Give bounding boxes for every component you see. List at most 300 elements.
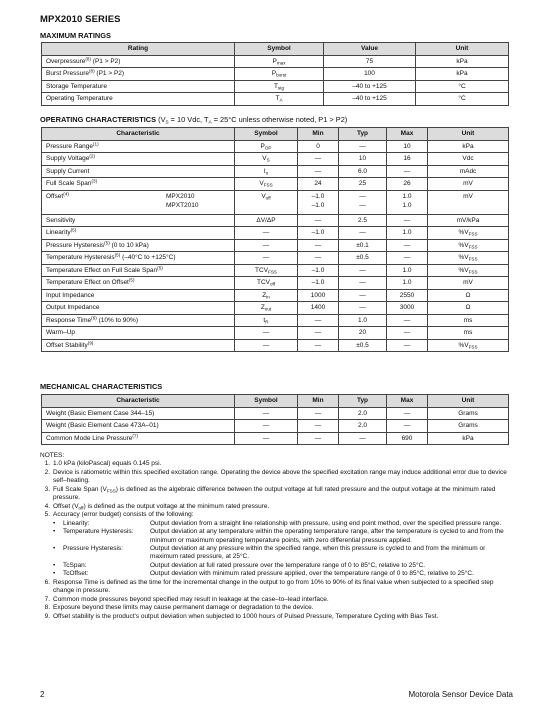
col-header: Rating (42, 43, 235, 56)
cell-typ: ±0.5 (339, 252, 387, 265)
label-text: Pressure Range (46, 142, 93, 150)
cell-characteristic (42, 420, 235, 433)
cell-unit (428, 277, 509, 290)
cell-symbol-text: t (263, 316, 266, 324)
cell-max: — (387, 327, 428, 340)
cell-unit (428, 327, 509, 340)
cell-symbol-text: — (262, 254, 270, 261)
cond-text: (V (156, 115, 166, 124)
cell-symbol-text: — (262, 229, 270, 236)
table-row (42, 252, 509, 265)
cell-unit (428, 289, 509, 302)
cell-characteristic (42, 302, 235, 315)
cell-min: — (298, 252, 339, 265)
cell-symbol-text: — (262, 409, 270, 417)
bullet-icon: • (53, 561, 56, 569)
cell-symbol (235, 264, 298, 277)
cell-typ: 10 (339, 153, 387, 166)
note-ref: (3) (91, 178, 98, 184)
cell-characteristic (42, 80, 235, 93)
table-row (42, 165, 509, 178)
note-text: Offset stability is the product's output deviation when subjected to 1000 hours of Pulsed Pressure, Temperature Cycling with Bias Test. (53, 612, 439, 620)
op-chars-table (41, 127, 509, 352)
cell-symbol (235, 327, 298, 340)
label-text: Offset (46, 192, 64, 200)
cell-unit: mV (428, 190, 509, 214)
cell-unit-text: mV (463, 279, 473, 286)
model-name: MPXT2010 (166, 201, 199, 209)
cell-max: 1.0 (387, 277, 428, 290)
note-ref: (7) (132, 432, 138, 438)
cell-unit-text: %V (458, 241, 469, 249)
col-header: Min (298, 128, 339, 141)
cell-unit-sub: FSS (468, 268, 478, 274)
notes-header: NOTES: (40, 452, 65, 459)
cell-min-value: –1.0 (311, 201, 325, 209)
cell-unit-sub: FSS (468, 256, 478, 262)
mech-chars-title: MECHANICAL CHARACTERISTICS (40, 382, 163, 391)
cell-symbol (235, 289, 298, 302)
cell-symbol-sub: S (266, 157, 270, 163)
bullet-icon: • (53, 570, 56, 578)
bullet-item (53, 520, 510, 528)
cell-unit-text: mV/kPa (456, 216, 480, 224)
note-ref: (5) (114, 252, 121, 258)
cell-characteristic (42, 289, 235, 302)
bullet-item (53, 570, 510, 578)
cell-unit (428, 432, 509, 445)
label-condition: (10% to 90%) (96, 316, 138, 324)
cell-symbol-text: Z (262, 291, 267, 299)
label-text: Operating Temperature (46, 95, 113, 102)
table-row (42, 214, 509, 227)
op-chars-conditions (156, 115, 347, 124)
cell-min: — (298, 214, 339, 227)
col-header: Characteristic (42, 395, 235, 408)
cell-unit (428, 178, 509, 191)
offset-models (166, 192, 199, 210)
cell-unit-text: Grams (458, 409, 478, 417)
cell-symbol-text: TCV (255, 266, 269, 274)
cell-max: — (387, 339, 428, 352)
cell-characteristic (42, 432, 235, 445)
cell-characteristic (42, 264, 235, 277)
cell-symbol (235, 178, 298, 191)
cell-unit-text: mAdc (459, 167, 477, 175)
cell-min: –1.0 (298, 277, 339, 290)
cell-symbol-text: — (262, 422, 270, 429)
table-row (42, 80, 509, 93)
note-text: Accuracy (error budget) consists of the following: (53, 511, 194, 519)
note-text: 1.0 kPa (kiloPascal) equals 0.145 psi. (53, 460, 162, 468)
cell-unit-text: %V (458, 266, 469, 274)
bullet-item (53, 528, 510, 545)
cell-symbol-text: I (263, 167, 266, 175)
cell-max: — (387, 214, 428, 227)
cell-typ (339, 190, 387, 214)
table-row (42, 239, 509, 252)
note-7: 7. Common mode pressures beyond specified may result in leakage at the case–to–lead interface. (40, 596, 510, 604)
cell-max: 16 (387, 153, 428, 166)
note-ref: (8) (85, 55, 91, 61)
label-text: Supply Voltage (46, 155, 90, 162)
bullet-desc: Output deviation at full rated pressure over the temperature range of 0 to 85°C, relative to 25°C. (150, 561, 426, 569)
cell-symbol-text: P (271, 70, 277, 77)
cell-unit (428, 140, 509, 153)
cell-typ: — (339, 140, 387, 153)
cell-typ: 2.0 (339, 420, 387, 433)
table-row (42, 277, 509, 290)
cell-min (298, 190, 339, 214)
cell-unit-text: %V (458, 341, 469, 349)
cell-symbol-text: ΔV/ΔP (256, 216, 276, 224)
note-ref: (5) (104, 239, 110, 245)
cell-symbol (235, 407, 298, 420)
cell-max: 10 (387, 140, 428, 153)
cell-symbol (235, 432, 298, 445)
bullet-term: Pressure Hysteresis: (63, 544, 123, 552)
cell-characteristic (42, 178, 235, 191)
cell-unit (428, 420, 509, 433)
label-condition: (P1 > P2) (91, 57, 121, 65)
cell-symbol-text: — (262, 341, 270, 349)
cell-characteristic (42, 252, 235, 265)
bullet-icon: • (53, 544, 56, 552)
cell-characteristic (42, 407, 235, 420)
cell-max: 3000 (387, 302, 428, 315)
cell-value: –40 to +125 (324, 80, 416, 93)
cell-symbol-text: P (272, 57, 277, 65)
col-header: Min (298, 395, 339, 408)
note-1: 1. 1.0 kPa (kiloPascal) equals 0.145 psi. (40, 460, 510, 468)
cell-min: –1.0 (298, 227, 339, 240)
note-5: 5. Accuracy (error budget) consists of the following: (40, 511, 510, 519)
cell-characteristic (42, 93, 235, 106)
cell-typ: 20 (339, 327, 387, 340)
cell-unit-text: %V (458, 254, 469, 261)
cell-unit (428, 252, 509, 265)
offset-label (46, 192, 166, 210)
note-6: 6. Response Time is defined as the time for the incremental change in the output to go from 10% to 90% of its final value when subjected to a specified step change in pressure. (40, 579, 510, 596)
cell-symbol-sub: off (269, 281, 276, 287)
bullet-desc: Output deviation from a straight line relationship with pressure, using end point method, over the specified pressure range. (150, 519, 502, 527)
bullet-item (53, 545, 510, 562)
mech-chars-body (42, 407, 509, 445)
cell-characteristic (42, 190, 235, 214)
cell-symbol-sub: o (265, 169, 269, 175)
cell-unit-sub: FSS (468, 243, 478, 249)
note-4: 4. Offset $(V_{off})$ is defined as the output voltage at the minimum rated pressure. (40, 503, 510, 511)
col-header: Symbol (235, 43, 324, 56)
cell-max: 2550 (387, 289, 428, 302)
cell-typ: 1.0 (339, 314, 387, 327)
cell-unit: °C (416, 80, 509, 93)
cell-unit (428, 339, 509, 352)
cell-symbol-text: TCV (256, 279, 270, 286)
label-text: Sensitivity (46, 216, 76, 224)
cell-symbol (235, 227, 298, 240)
cell-symbol (235, 153, 298, 166)
cell-unit-text: kPa (462, 142, 474, 150)
cell-symbol (235, 302, 298, 315)
table-row (42, 153, 509, 166)
cell-symbol (235, 314, 298, 327)
col-header: Unit (416, 43, 509, 56)
cell-max: — (387, 239, 428, 252)
cell-characteristic (42, 277, 235, 290)
col-header: Characteristic (42, 128, 235, 141)
cell-min: 1400 (298, 302, 339, 315)
cell-symbol (235, 252, 298, 265)
cell-symbol-text: T (275, 95, 280, 102)
cell-unit-text: Grams (458, 422, 478, 429)
cell-unit (428, 314, 509, 327)
cell-symbol (235, 68, 324, 81)
note-ref: (5) (128, 277, 135, 283)
table-row-offset (42, 190, 509, 214)
col-header: Symbol (235, 128, 298, 141)
cell-typ: 2.5 (339, 214, 387, 227)
note-3: 3. Full Scale Span $(V_{FSS})$ is defined as the algebraic difference between the output voltage at full rated pressure and the output voltage at the minimum rated pressure. (40, 486, 510, 503)
cell-symbol-sub: R (265, 318, 269, 324)
table-row (42, 407, 509, 420)
table-header-row (42, 43, 509, 56)
note-ref: (5) (157, 264, 163, 270)
cell-symbol-sub: stg (277, 84, 285, 90)
cell-unit (428, 214, 509, 227)
cell-unit: kPa (416, 55, 509, 68)
table-row (42, 302, 509, 315)
offset-label-wrap (46, 192, 231, 210)
cell-unit (428, 264, 509, 277)
table-row (42, 420, 509, 433)
max-ratings-title: MAXIMUM RATINGS (40, 31, 111, 40)
cond-sub: A (208, 119, 212, 125)
footer-publication: Motorola Sensor Device Data (408, 690, 513, 699)
series-title: MPX2010 SERIES (40, 14, 121, 25)
label-text: Common Mode Line Pressure (46, 434, 133, 442)
cell-symbol (235, 140, 298, 153)
cell-unit-text: %V (458, 229, 469, 236)
cell-characteristic (42, 165, 235, 178)
cell-unit (428, 239, 509, 252)
cell-min-value: –1.0 (311, 192, 325, 200)
bullet-desc: Output deviation with minimum rated pressure applied, over the temperature range of 0 to 85°C, relative to 25°C. (150, 570, 474, 578)
cell-value: 100 (324, 68, 416, 81)
cell-symbol (235, 93, 324, 106)
cell-symbol (235, 420, 298, 433)
note-8: 8. Exposure beyond these limits may cause permanent damage or degradation to the device. (40, 604, 510, 612)
table-row (42, 432, 509, 445)
label-text: Output Impedance (46, 304, 100, 311)
note-text: Common mode pressures beyond specified may result in leakage at the case–to–lead interface. (53, 595, 329, 603)
cell-min: — (298, 165, 339, 178)
note-text: Exposure beyond these limits may cause permanent damage or degradation to the device. (53, 604, 314, 612)
cell-min: –1.0 (298, 264, 339, 277)
cell-typ: — (339, 302, 387, 315)
bullet-term: Temperature Hysteresis: (63, 528, 134, 536)
label-text: Warm–Up (46, 329, 76, 336)
cell-symbol-sub: off (265, 194, 271, 200)
cell-symbol-sub: FSS (263, 182, 273, 188)
cell-symbol (235, 80, 324, 93)
bullet-icon: • (53, 519, 56, 527)
cell-unit-text: ms (463, 329, 473, 336)
col-header: Typ (339, 395, 387, 408)
label-text: Weight (Basic Element Case 473A–01) (46, 422, 159, 429)
cell-symbol (235, 55, 324, 68)
label-text: Full Scale Span (46, 180, 92, 187)
label-text: Supply Current (46, 167, 90, 175)
cell-unit-text: mV (463, 180, 473, 187)
cond-text: = 10 Vdc, T (168, 115, 209, 124)
cell-typ: ±0.5 (339, 339, 387, 352)
cond-text: = 25°C unless otherwise noted, P1 > P2) (211, 115, 348, 124)
bullet-icon: • (53, 528, 56, 536)
cell-unit-text: Ω (465, 291, 471, 299)
label-text: Pressure Hysteresis (46, 241, 105, 249)
cell-symbol-text: — (262, 241, 270, 249)
table-row (42, 289, 509, 302)
note-fragment: Full Scale Span (V (53, 485, 107, 493)
cell-typ-value: — (359, 201, 366, 209)
label-text: Overpressure (46, 57, 86, 65)
cell-symbol (235, 214, 298, 227)
cell-characteristic (42, 339, 235, 352)
cell-symbol-sub: in (266, 293, 270, 299)
label-text: Temperature Effect on Full Scale Span (46, 266, 158, 274)
cell-unit: °C (416, 93, 509, 106)
note-ref: (1) (92, 140, 99, 146)
bullet-desc: Output deviation at any temperature within the operating temperature range, after the temperature is cycled to and from the minimum or maximum operating temperature points, with zero differential pressure applied. (150, 528, 504, 544)
cell-unit-text: Ω (465, 304, 471, 311)
col-header: Value (324, 43, 416, 56)
note-fragment: ) is defined as the output voltage at the minimum rated pressure. (83, 502, 270, 510)
cell-min: — (298, 420, 339, 433)
cell-symbol-sub: A (279, 97, 283, 103)
note-text (53, 503, 510, 511)
cell-value: –40 to +125 (324, 93, 416, 106)
op-chars-title (40, 115, 347, 124)
cell-unit: kPa (416, 68, 509, 81)
table-header-row (42, 395, 509, 408)
cell-symbol (235, 277, 298, 290)
cell-min: — (298, 327, 339, 340)
label-text: Offset Stability (46, 341, 88, 349)
cell-symbol-text: V (262, 155, 267, 162)
cell-symbol (235, 239, 298, 252)
page-number: 2 (40, 690, 45, 699)
cell-symbol-text: P (260, 142, 265, 150)
cell-unit (428, 165, 509, 178)
cell-unit-text: ms (463, 316, 473, 324)
cell-symbol-text: V (259, 180, 264, 187)
cell-typ: 6.0 (339, 165, 387, 178)
note-sub: FSS (106, 488, 116, 494)
cell-max: — (387, 314, 428, 327)
accuracy-bullets (53, 520, 510, 579)
table-row (42, 68, 509, 81)
cell-min: 1000 (298, 289, 339, 302)
note-text: Response Time is defined as the time for the incremental change in the output to go from 10% to 90% of its final value when subjected to a specified step change in pressure. (53, 578, 494, 595)
note-sub: off (78, 505, 84, 511)
mech-chars-table (41, 394, 509, 445)
col-header: Typ (339, 128, 387, 141)
cell-unit (428, 407, 509, 420)
cell-unit (428, 302, 509, 315)
bullet-desc: Output deviation at any pressure within the specified range, when this pressure is cycled to and from the minimum or maximum rated pressure, at 25°C. (150, 544, 486, 561)
label-text: Burst Pressure (46, 70, 89, 77)
table-row (42, 178, 509, 191)
model-name: MPX2010 (166, 192, 195, 200)
cell-characteristic (42, 314, 235, 327)
table-row (42, 264, 509, 277)
note-ref: (6) (91, 314, 97, 320)
note-2: 2. Device is ratiometric within this specified excitation range. Operating the device above the specified excitation range may induce additional error due to device self–heating. (40, 469, 510, 486)
cell-symbol-text: — (262, 329, 270, 336)
cell-symbol-sub: OP (264, 144, 272, 150)
label-text: Storage Temperature (46, 82, 107, 90)
cell-characteristic (42, 239, 235, 252)
notes-section (40, 452, 510, 621)
table-header-row (42, 128, 509, 141)
max-ratings-table (41, 42, 509, 106)
cell-unit-sub: FSS (468, 343, 478, 349)
col-header: Unit (428, 395, 509, 408)
cell-max: — (387, 165, 428, 178)
label-text: Temperature Effect on Offset (46, 279, 129, 286)
cell-min: — (298, 432, 339, 445)
table-row (42, 55, 509, 68)
cell-typ: ±0.1 (339, 239, 387, 252)
cell-characteristic (42, 55, 235, 68)
cell-symbol-sub: out (264, 306, 272, 312)
cell-min: — (298, 407, 339, 420)
note-ref: (4) (63, 190, 69, 196)
cell-max: 1.0 (387, 227, 428, 240)
label-condition: (–40°C to +125°C) (120, 254, 176, 261)
cell-min: — (298, 153, 339, 166)
cell-characteristic (42, 153, 235, 166)
cell-typ: — (339, 227, 387, 240)
label-text: Weight (Basic Element Case 344–15) (46, 409, 155, 417)
cell-typ: — (339, 277, 387, 290)
op-chars-body (42, 140, 509, 352)
cell-min: 24 (298, 178, 339, 191)
cell-max-value: 1.0 (402, 201, 412, 209)
cell-symbol-sub: max (276, 59, 286, 65)
cell-max: 690 (387, 432, 428, 445)
cell-max-value: 1.0 (402, 192, 412, 200)
cell-symbol-sub: FSS (268, 268, 277, 274)
cell-characteristic (42, 327, 235, 340)
cell-max: — (387, 407, 428, 420)
cell-characteristic (42, 227, 235, 240)
cell-typ: 25 (339, 178, 387, 191)
label-text: Temperature Hysteresis (46, 254, 115, 261)
cell-min: 0 (298, 140, 339, 153)
cell-characteristic (42, 68, 235, 81)
cell-symbol-sub: burst (276, 72, 287, 78)
label-text: Input Impedance (46, 291, 95, 299)
cell-characteristic (42, 140, 235, 153)
note-ref: (5) (70, 227, 77, 233)
table-row (42, 327, 509, 340)
op-chars-heading: OPERATING CHARACTERISTICS (40, 115, 157, 124)
note-9: 9. Offset stability is the product's output deviation when subjected to 1000 hours of Pulsed Pressure, Temperature Cycling with Bias Test. (40, 613, 510, 621)
note-fragment: Offset (V (53, 502, 79, 510)
col-header: Symbol (235, 395, 298, 408)
